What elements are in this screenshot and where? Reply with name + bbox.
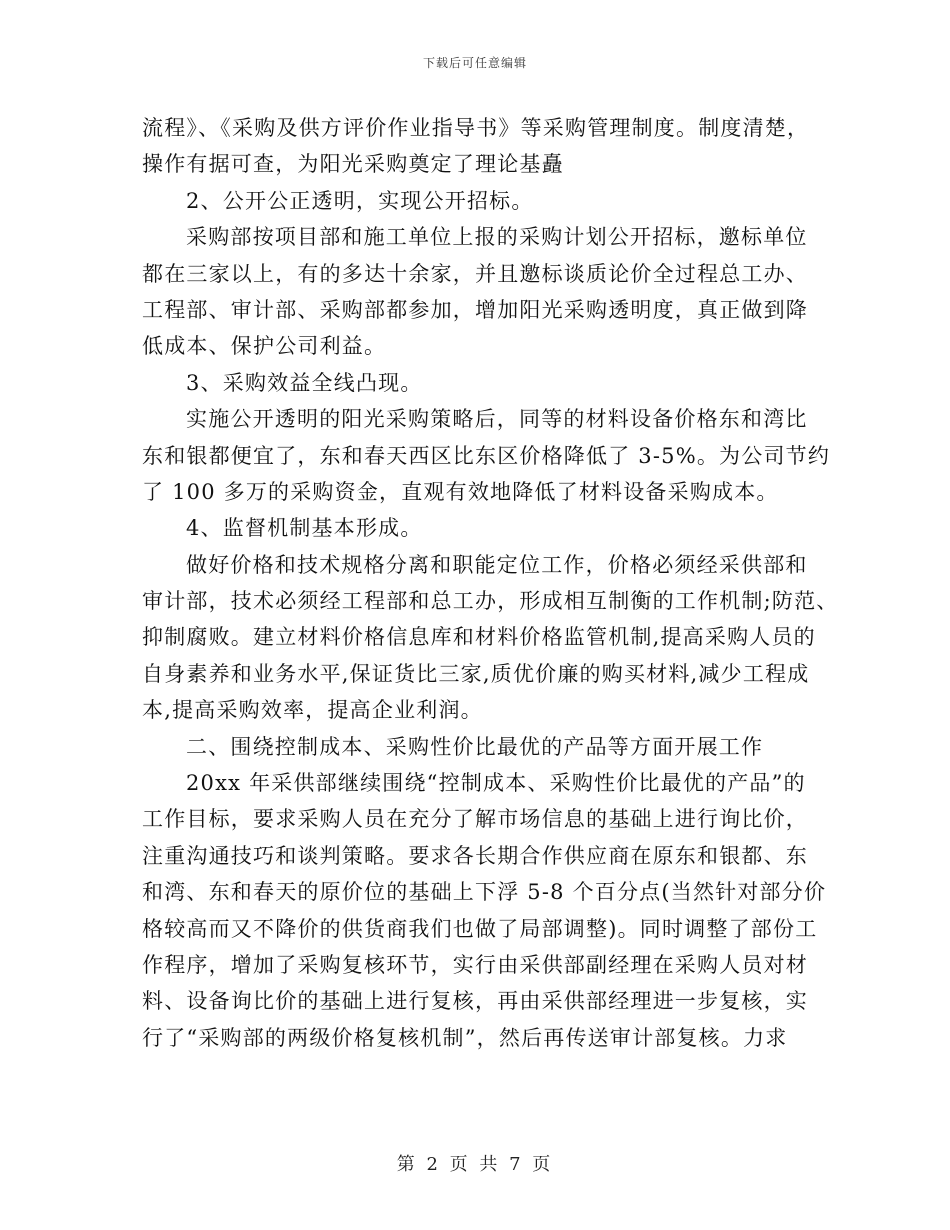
section-heading: 二、围绕控制成本、采购性价比最优的产品等方面开展工作 xyxy=(186,734,764,759)
text-line: 本,提高采购效率，提高企业利润。 xyxy=(142,698,483,723)
text-line: 了 100 多万的采购资金，直观有效地降低了材料设备采购成本。 xyxy=(142,479,779,504)
text-line: 采购部按项目部和施工单位上报的采购计划公开招标，邀标单位 xyxy=(186,225,808,250)
text-line: 流程》、《采购及供方评价作业指导书》等采购管理制度。制度清楚， xyxy=(142,116,810,140)
text-line: 工程部、审计部、采购部都参加，增加阳光采购透明度，真正做到降 xyxy=(142,297,808,322)
document-body xyxy=(142,110,839,1056)
text-line: 格较高而又不降价的供货商我们也做了局部调整)。同时调整了部份工 xyxy=(142,916,818,941)
text-line: 工作目标，要求采购人员在充分了解市场信息的基础上进行询比价， xyxy=(142,807,808,832)
text-line: 注重沟通技巧和谈判策略。要求各长期合作供应商在原东和银都、东 xyxy=(142,843,808,868)
text-line: 做好价格和技术规格分离和职能定位工作，价格必须经采供部和 xyxy=(186,552,808,577)
section-heading: 2、公开公正透明，实现公开招标。 xyxy=(186,188,534,213)
text-line: 行了“采购部的两级价格复核机制”，然后再传送审计部复核。力求 xyxy=(142,1025,788,1050)
page-header: 下载后可任意编辑 xyxy=(422,56,527,70)
text-line: 审计部，技术必须经工程部和总工办，形成相互制衡的工作机制;防范、 xyxy=(142,589,839,614)
section-heading: 3、采购效益全线凸现。 xyxy=(186,370,423,395)
text-line: 自身素养和业务水平,保证货比三家,质优价廉的购买材料,减少工程成 xyxy=(142,661,810,686)
text-line: 作程序，增加了采购复核环节，实行由采供部副经理在采购人员对材 xyxy=(142,952,808,977)
text-line: 东和银都便宜了，东和春天西区比东区价格降低了 3-5%。为公司节约 xyxy=(142,443,831,468)
text-line: 实施公开透明的阳光采购策略后，同等的材料设备价格东和湾比 xyxy=(186,407,808,432)
text-line: 操作有据可查，为阳光采购奠定了理论基矗 xyxy=(142,152,564,177)
page-number-footer: 第 2 页 共 7 页 xyxy=(396,1154,554,1175)
text-line: 低成本、保护公司利益。 xyxy=(142,334,387,359)
section-heading: 4、监督机制基本形成。 xyxy=(186,516,423,541)
text-line: 抑制腐败。建立材料价格信息库和材料价格监管机制,提高采购人员的 xyxy=(142,625,816,650)
text-line: 和湾、东和春天的原价位的基础上下浮 5-8 个百分点(当然针对部分价 xyxy=(142,880,827,905)
text-line: 料、设备询比价的基础上进行复核，再由采供部经理进一步复核，实 xyxy=(142,989,808,1014)
text-line: 20xx 年采供部继续围绕“控制成本、采购性价比最优的产品”的 xyxy=(186,771,806,796)
text-line: 都在三家以上，有的多达十余家，并且邀标谈质论价全过程总工办、 xyxy=(142,261,808,286)
